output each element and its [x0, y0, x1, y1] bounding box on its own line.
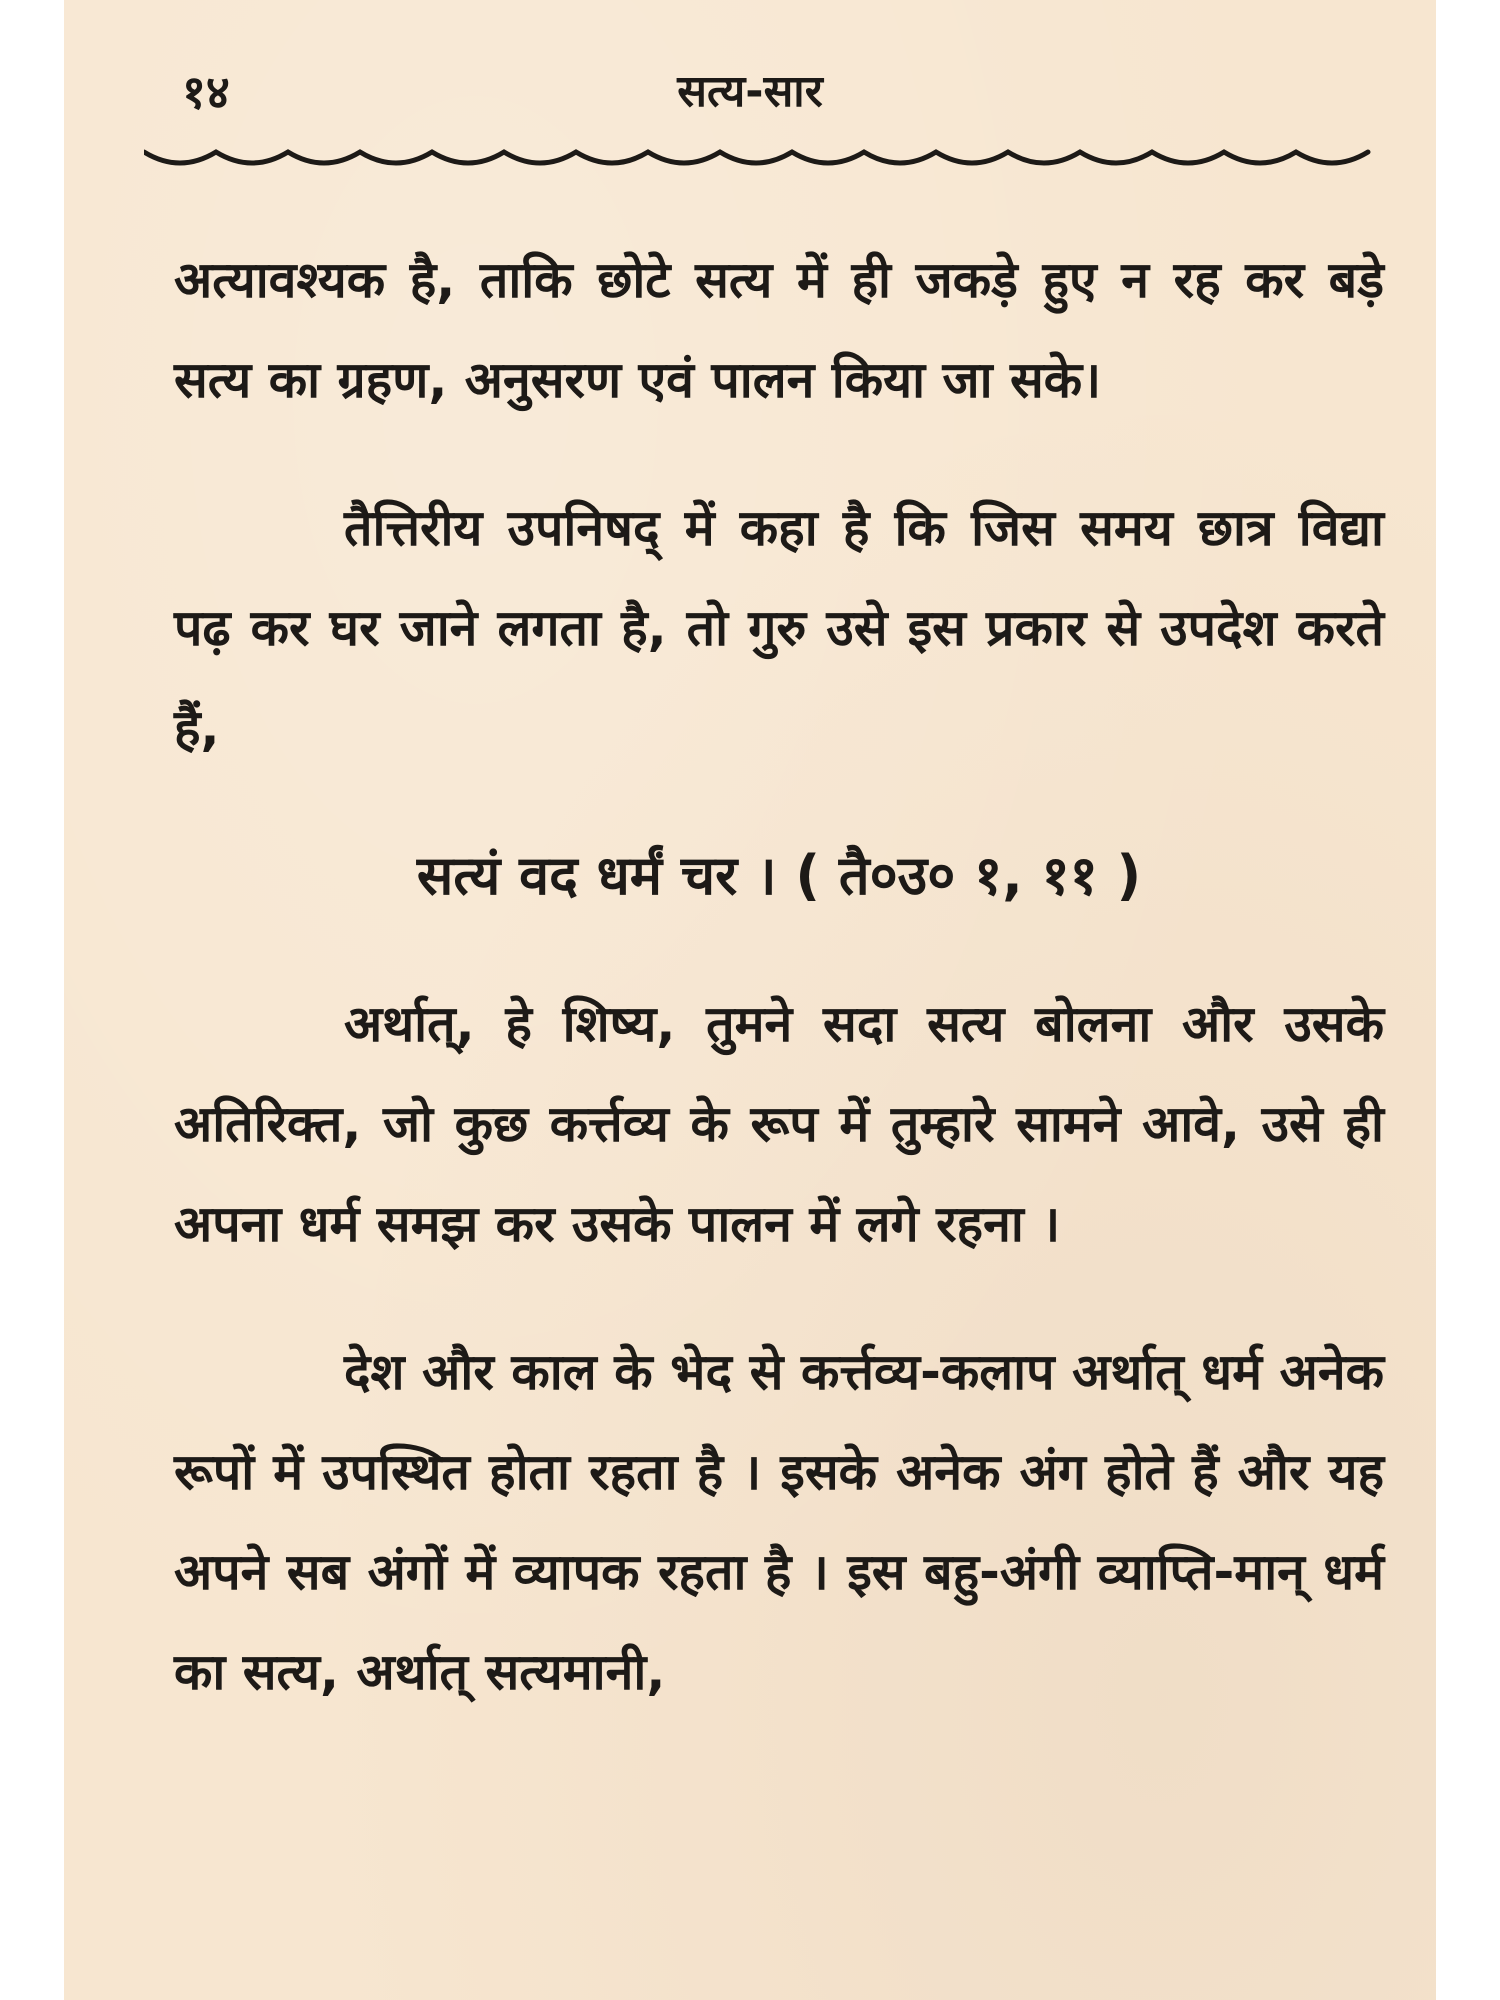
- running-header: [64, 62, 1436, 122]
- page-body: [174, 230, 1384, 1770]
- paragraph-taittiriya: तैत्तिरीय उपनिषद् में कहा है कि जिस समय छात्र विद्या पढ़ कर घर जाने लगता है, तो गुरु उसे इस प्रकार से उपदेश करते हैं,: [174, 499, 1384, 757]
- sanskrit-verse: सत्यं वद धर्मं चर । ( तै०उ० १, ११ ): [416, 844, 1142, 907]
- wavy-divider-rule: [144, 144, 1374, 174]
- book-title: सत्य-सार: [677, 66, 823, 117]
- paragraph-meaning: अर्थात्, हे शिष्य, तुमने सदा सत्य बोलना और उसके अतिरिक्त, जो कुछ कर्त्तव्य के रूप में तुम्हारे सामने आवे, उसे ही अपना धर्म समझ कर उसके पालन में लगे रहना ।: [174, 995, 1384, 1253]
- page-number: १४: [182, 65, 230, 119]
- book-page: [64, 0, 1436, 2000]
- paragraph-continuation: अत्यावश्यक है, ताकि छोटे सत्य में ही जकड़े हुए न रह कर बड़े सत्य का ग्रहण, अनुसरण एवं पालन किया जा सके।: [174, 251, 1384, 409]
- paragraph-dharma: देश और काल के भेद से कर्त्तव्य-कलाप अर्थात् धर्म अनेक रूपों में उपस्थित होता रहता है । इसके अनेक अंग होते हैं और यह अपने सब अंगों में व्यापक रहता है । इस बहु-अंगी व्याप्ति-मान् धर्म का सत्य, अर्थात् सत्यमानी,: [174, 1343, 1384, 1701]
